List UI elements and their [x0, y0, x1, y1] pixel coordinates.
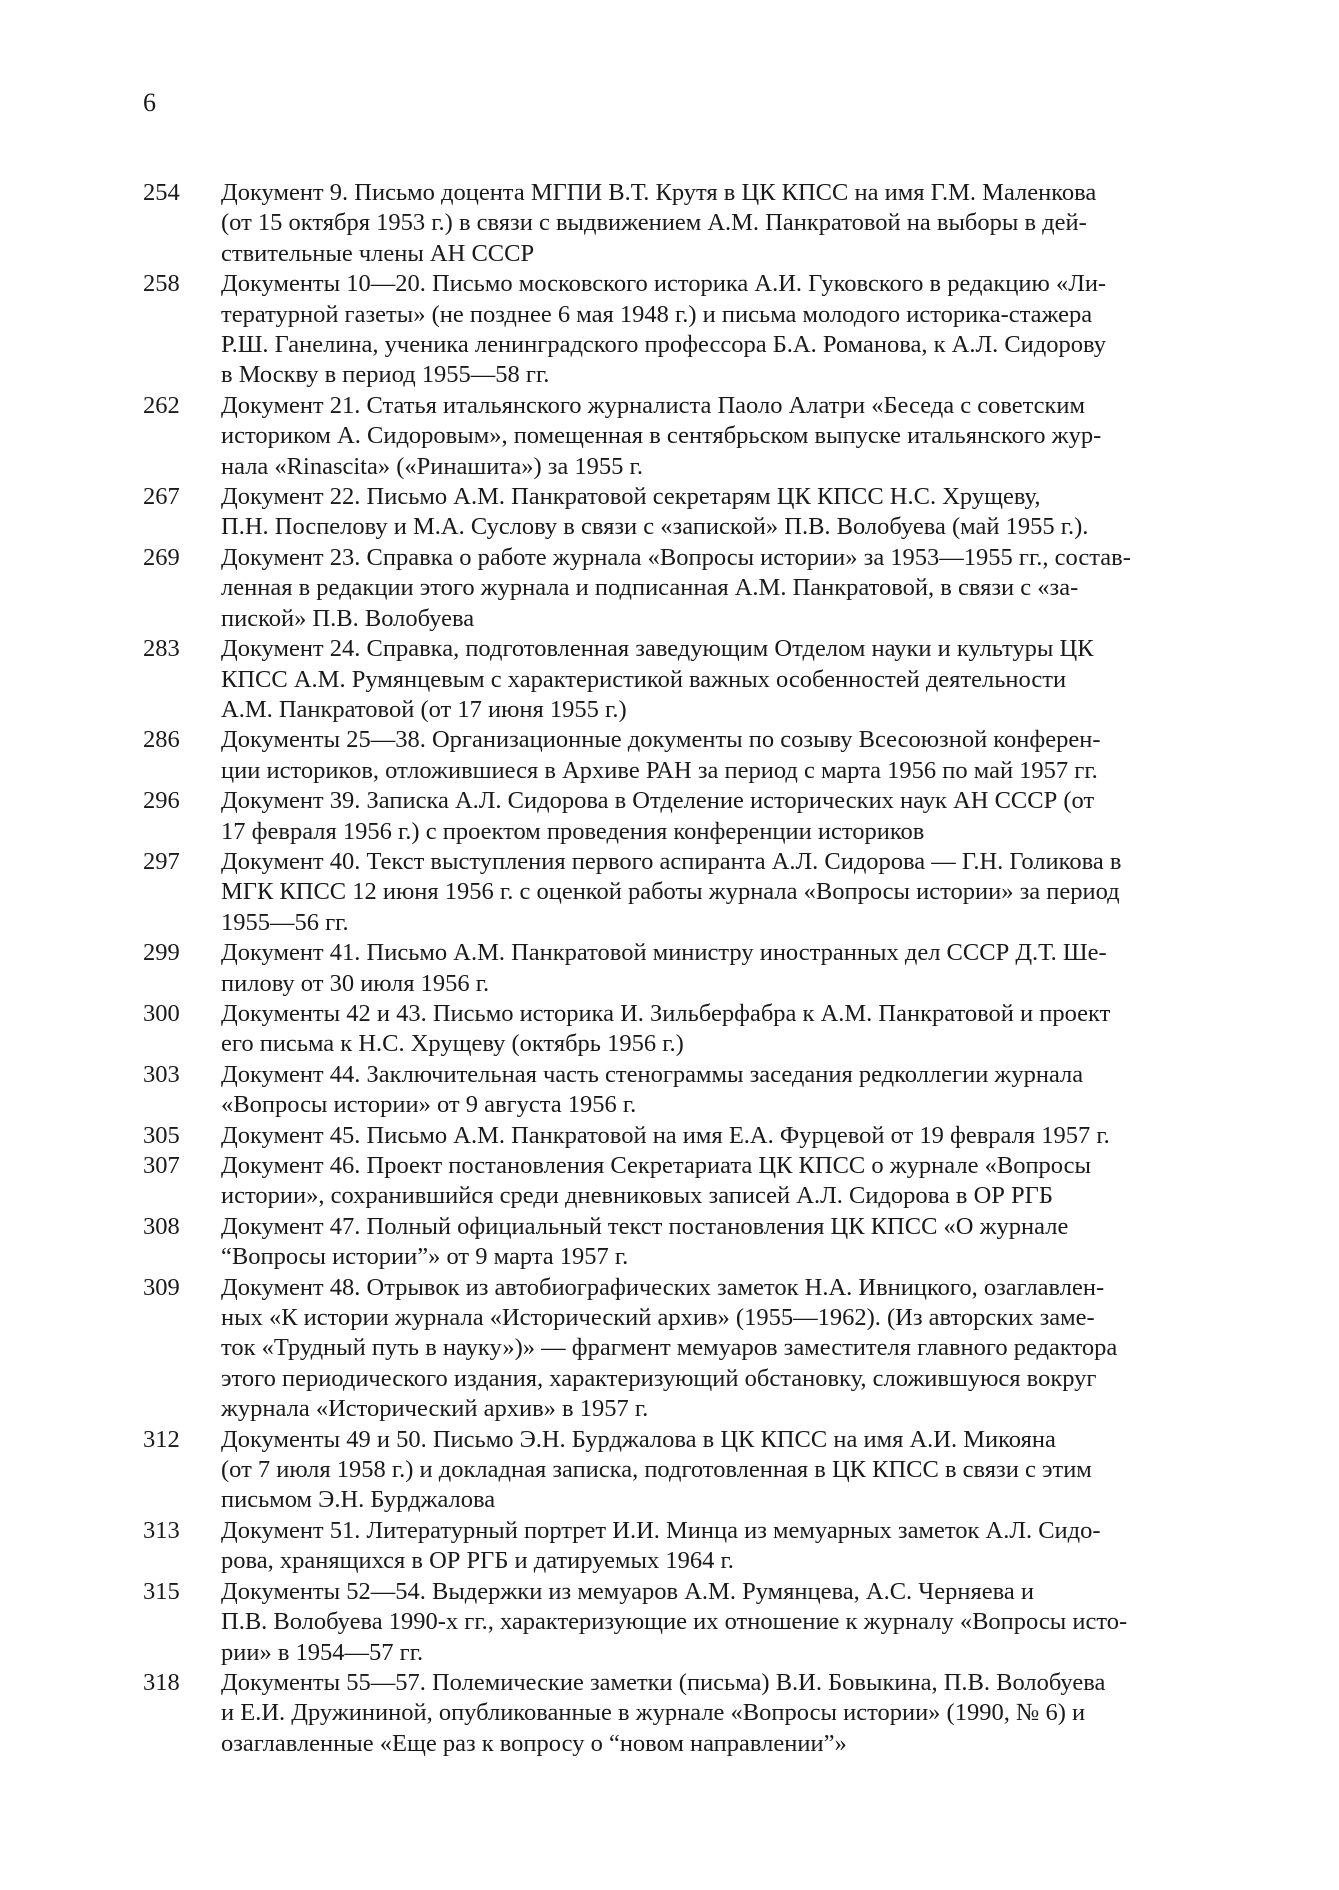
toc-entry — [143, 1577, 1228, 1668]
toc-entry-page: 300 — [143, 999, 180, 1027]
toc-entry-title — [221, 1121, 1228, 1151]
toc-entry-line: рова, хранящихся в ОР РГБ и датируемых 1964 г. — [221, 1547, 734, 1575]
toc-entry-line: А.М. Панкратовой (от 17 июня 1955 г.) — [221, 695, 627, 723]
toc-entry-line: истории», сохранившийся среди дневниковых записей А.Л. Сидорова в ОР РГБ — [221, 1182, 1053, 1210]
toc-entry-line: журнала «Исторический архив» в 1957 г. — [221, 1395, 649, 1423]
toc-entry-page: 258 — [143, 270, 180, 298]
toc-entry — [143, 999, 1228, 1060]
toc-entry-line: Документ 45. Письмо А.М. Панкратовой на имя Е.А. Фурцевой от 19 февраля 1957 г. — [221, 1121, 1110, 1149]
toc-entry-line: Документ 47. Полный официальный текст постановления ЦК КПСС «О журнале — [221, 1212, 1069, 1240]
toc-entry-line: этого периодического издания, характеризующий обстановку, сложившуюся вокруг — [221, 1364, 1097, 1392]
toc-entry-line: Документ 24. Справка, подготовленная заведующим Отделом науки и культуры ЦК — [221, 635, 1094, 663]
toc-entry-line: “Вопросы истории”» от 9 марта 1957 г. — [221, 1243, 629, 1271]
toc-entry-page: 305 — [143, 1121, 180, 1149]
toc-entry-title — [221, 269, 1228, 391]
toc-entry — [143, 634, 1228, 725]
toc-entry-line: Документ 48. Отрывок из автобиографических заметок Н.А. Ивницкого, озаглавлен- — [221, 1273, 1105, 1301]
page-number: 6 — [143, 88, 156, 117]
toc-entry-title — [221, 1668, 1228, 1759]
toc-entry-title — [221, 1516, 1228, 1577]
toc-entry-title — [221, 178, 1228, 269]
toc-entry — [143, 178, 1228, 269]
toc-entry-title — [221, 1212, 1228, 1273]
toc-entry-title — [221, 1060, 1228, 1121]
toc-entry-page: 308 — [143, 1212, 180, 1240]
toc-entry-title — [221, 634, 1228, 725]
toc-entry — [143, 1425, 1228, 1516]
toc-entry-page: 286 — [143, 726, 180, 754]
toc-entry-line: Документ 22. Письмо А.М. Панкратовой секретарям ЦК КПСС Н.С. Хрущеву, — [221, 483, 1041, 511]
toc-entry-line: Р.Ш. Ганелина, ученика ленинградского профессора Б.А. Романова, к А.Л. Сидорову — [221, 331, 1106, 359]
toc-entry-page: 299 — [143, 939, 180, 967]
toc-entry — [143, 1668, 1228, 1759]
toc-entry-page: 297 — [143, 847, 180, 875]
toc-entry-line: в Москву в период 1955—58 гг. — [221, 361, 550, 389]
toc-entry-line: ток «Трудный путь в науку»)» — фрагмент мемуаров заместителя главного редактора — [221, 1334, 1118, 1362]
toc-entry-line: П.В. Волобуева 1990-х гг., характеризующие их отношение к журналу «Вопросы исто- — [221, 1608, 1128, 1636]
toc-entry-line: Документ 9. Письмо доцента МГПИ В.Т. Крутя в ЦК КПСС на имя Г.М. Маленкова — [221, 179, 1097, 206]
toc-entry-line: Документ 51. Литературный портрет И.И. Минца из мемуарных заметок А.Л. Сидо- — [221, 1516, 1101, 1544]
toc-entry-line: Документ 44. Заключительная часть стенограммы заседания редколлегии журнала — [221, 1060, 1084, 1088]
toc-entry — [143, 1273, 1228, 1425]
toc-entry-page: 313 — [143, 1516, 180, 1544]
toc-entry — [143, 725, 1228, 786]
toc-entry-line: Документы 49 и 50. Письмо Э.Н. Бурджалова в ЦК КПСС на имя А.И. Микояна — [221, 1425, 1056, 1453]
toc-entry-title — [221, 938, 1228, 999]
toc-entry — [143, 1516, 1228, 1577]
toc-entry-line: Документ 21. Статья итальянского журналиста Паоло Алатри «Беседа с советским — [221, 391, 1086, 419]
toc-entry-line: ствительные члены АН СССР — [221, 239, 535, 267]
toc-entry-title — [221, 1151, 1228, 1212]
toc-entry-line: Документ 40. Текст выступления первого аспиранта А.Л. Сидорова — Г.Н. Голикова в — [221, 847, 1122, 875]
toc-entry-line: Документы 52—54. Выдержки из мемуаров А.М. Румянцева, А.С. Черняева и — [221, 1577, 1034, 1605]
toc-entry-page: 254 — [143, 179, 180, 206]
toc-entry — [143, 482, 1228, 543]
toc-entry-line: историком А. Сидоровым», помещенная в сентябрьском выпуске итальянского жур- — [221, 422, 1102, 450]
toc-entry-line: Документ 23. Справка о работе журнала «Вопросы истории» за 1953—1955 гг., состав- — [221, 543, 1131, 571]
toc-entry-title — [221, 725, 1228, 786]
toc-entry-line: Документы 10—20. Письмо московского историка А.И. Гуковского в редакцию «Ли- — [221, 270, 1107, 298]
toc-entry-line: 17 февраля 1956 г.) с проектом проведения конференции историков — [221, 817, 925, 845]
toc-entry — [143, 938, 1228, 999]
toc-entry-page: 267 — [143, 483, 180, 511]
toc-entry-title — [221, 391, 1228, 482]
toc-entry-line: пилову от 30 июля 1956 г. — [221, 969, 490, 997]
toc-entry-line: тературной газеты» (не позднее 6 мая 1948 г.) и письма молодого историка-стажера — [221, 300, 1093, 328]
toc-entry-line: (от 15 октября 1953 г.) в связи с выдвижением А.М. Панкратовой на выборы в дей- — [221, 209, 1087, 237]
toc-entry-line: «Вопросы истории» от 9 августа 1956 г. — [221, 1091, 637, 1119]
toc-entry-line: ных «К истории журнала «Исторический архив» (1955—1962). (Из авторских заме- — [221, 1304, 1095, 1332]
toc-entry-line: его письма к Н.С. Хрущеву (октябрь 1956 г.) — [221, 1030, 684, 1058]
toc-entry-line: Документы 42 и 43. Письмо историка И. Зильберфабра к А.М. Панкратовой и проект — [221, 999, 1111, 1027]
toc-entry-line: рии» в 1954—57 гг. — [221, 1638, 424, 1666]
toc-entry-line: МГК КПСС 12 июня 1956 г. с оценкой работы журнала «Вопросы истории» за период — [221, 878, 1120, 906]
toc-entry-page: 303 — [143, 1060, 180, 1088]
toc-entry-page: 269 — [143, 543, 180, 571]
toc-entry-line: письмом Э.Н. Бурджалова — [221, 1486, 496, 1514]
toc-entry-line: нала «Rinascita» («Ринашита») за 1955 г. — [221, 452, 643, 480]
toc-entry — [143, 786, 1228, 847]
toc-entry — [143, 1121, 1228, 1151]
table-of-contents — [143, 178, 1228, 1759]
toc-entry-page: 262 — [143, 391, 180, 419]
toc-entry-title — [221, 999, 1228, 1060]
toc-entry-line: П.Н. Поспелову и М.А. Суслову в связи с «запиской» П.В. Волобуева (май 1955 г.). — [221, 513, 1089, 541]
toc-entry-line: ции историков, отложившиеся в Архиве РАН за период с марта 1956 по май 1957 гг. — [221, 756, 1098, 784]
toc-entry-line: 1955—56 гг. — [221, 908, 349, 936]
toc-entry-title — [221, 1425, 1228, 1516]
toc-entry-title — [221, 1577, 1228, 1668]
toc-entry-page: 315 — [143, 1577, 180, 1605]
toc-entry-page: 312 — [143, 1425, 180, 1453]
toc-entry — [143, 543, 1228, 634]
toc-entry-title — [221, 543, 1228, 634]
toc-entry-line: Документ 46. Проект постановления Секретариата ЦК КПСС о журнале «Вопросы — [221, 1152, 1092, 1179]
toc-entry — [143, 1060, 1228, 1121]
toc-entry-line: пиской» П.В. Волобуева — [221, 604, 475, 632]
toc-entry-page: 309 — [143, 1273, 180, 1301]
toc-entry — [143, 1212, 1228, 1273]
toc-entry-page: 283 — [143, 635, 180, 663]
toc-entry-line: (от 7 июля 1958 г.) и докладная записка, подготовленная в ЦК КПСС в связи с этим — [221, 1456, 1092, 1484]
toc-entry-line: и Е.И. Дружининой, опубликованные в журнале «Вопросы истории» (1990, № 6) и — [221, 1699, 1086, 1727]
toc-entry-line: КПСС А.М. Румянцевым с характеристикой важных особенностей деятельности — [221, 665, 1067, 693]
toc-entry — [143, 269, 1228, 391]
toc-entry — [143, 847, 1228, 938]
toc-entry-title — [221, 482, 1228, 543]
toc-entry-title — [221, 847, 1228, 938]
toc-entry-line: озаглавленные «Еще раз к вопросу о “новом направлении”» — [221, 1729, 847, 1757]
toc-entry — [143, 391, 1228, 482]
toc-entry-line: Документ 39. Записка А.Л. Сидорова в Отделение исторических наук АН СССР (от — [221, 787, 1095, 815]
toc-entry-page: 307 — [143, 1152, 180, 1179]
toc-entry-line: Документы 55—57. Полемические заметки (письма) В.И. Бовыкина, П.В. Волобуева — [221, 1668, 1106, 1696]
toc-entry — [143, 1151, 1228, 1212]
toc-entry-title — [221, 1273, 1228, 1425]
toc-entry-line: ленная в редакции этого журнала и подписанная А.М. Панкратовой, в связи с «за- — [221, 574, 1079, 602]
toc-entry-page: 318 — [143, 1668, 180, 1696]
toc-entry-title — [221, 786, 1228, 847]
toc-entry-line: Документ 41. Письмо А.М. Панкратовой министру иностранных дел СССР Д.Т. Ше- — [221, 939, 1107, 967]
toc-entry-page: 296 — [143, 787, 180, 815]
toc-entry-line: Документы 25—38. Организационные документы по созыву Всесоюзной конферен- — [221, 726, 1101, 754]
